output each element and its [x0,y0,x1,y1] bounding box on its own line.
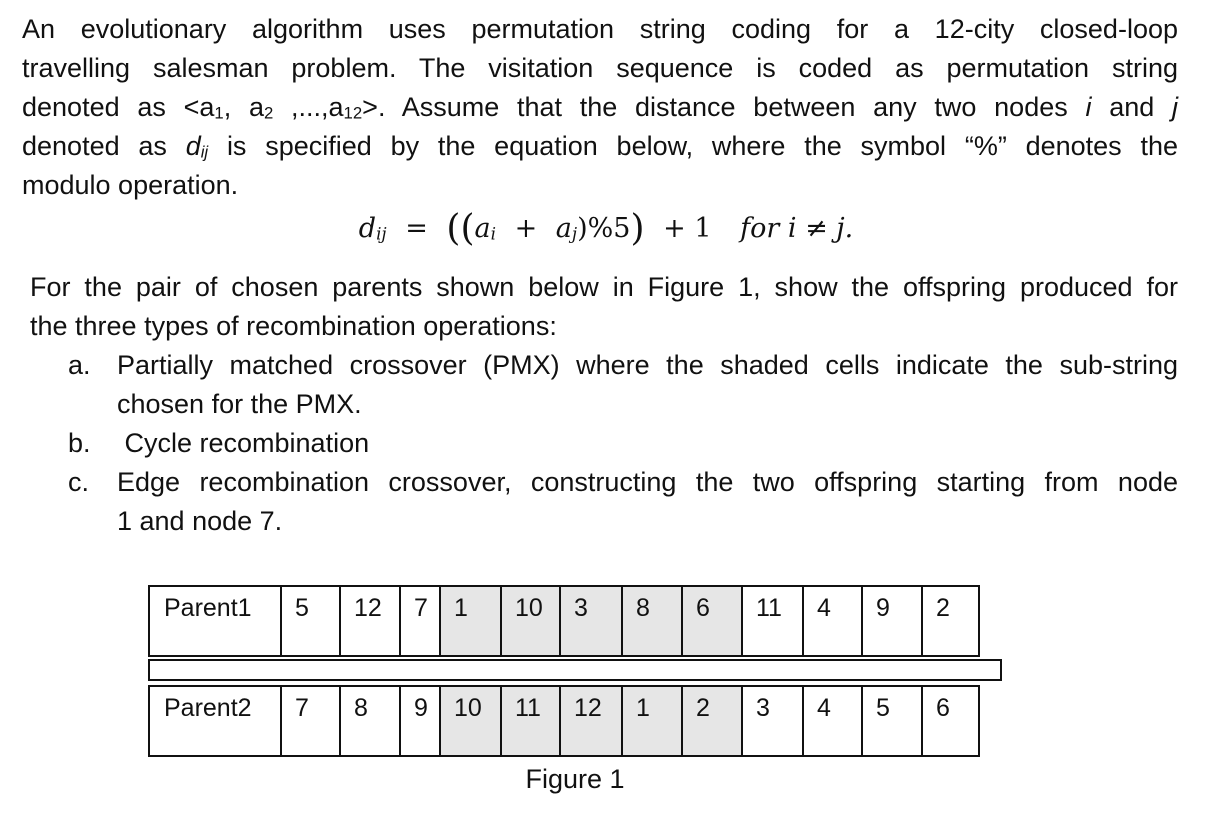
parent2-table [148,685,980,757]
question-line-1: For the pair of chosen parents shown below in Figure 1, show the offspring produced for [30,272,1178,302]
parent1-cell-shaded: 1 [440,586,501,656]
intro-line-2: travelling salesman problem. The visitation sequence is coded as permutation string [22,53,1178,83]
intro-paragraph [22,10,1178,205]
parent1-cell-shaded: 8 [622,586,682,656]
table-separator-row [148,659,1002,681]
parent2-cell: 3 [742,686,803,756]
option-a-line-2: chosen for the PMX. [117,389,362,419]
parent2-cell-shaded: 10 [440,686,501,756]
parent2-cell-shaded: 2 [682,686,742,756]
parent2-cell: 8 [340,686,400,756]
intro-line-3: denoted as $<a_1$, $a_2$ $,...,a_{12}>$. Assume that the distance between any two nodes i and j [22,92,1178,123]
parent2-row [149,686,979,756]
parent1-cell: 9 [862,586,922,656]
parent2-cell-shaded: 12 [560,686,622,756]
parent2-cell: 4 [803,686,862,756]
option-b-line-1: Cycle recombination [117,428,370,458]
parent1-row [149,586,979,656]
option-a-line-1: Partially matched crossover (PMX) where the shaded cells indicate the sub-string [117,350,1178,380]
parent1-cell: 12 [340,586,400,656]
parent1-cell: 11 [742,586,803,656]
intro-line-1: An evolutionary algorithm uses permutation string coding for a 12-city closed-loop [22,14,1178,44]
intro-line-5: modulo operation. [22,170,239,200]
parent2-cell-shaded: 1 [622,686,682,756]
option-a [68,346,1178,424]
parent1-table [148,585,980,657]
option-c-letter: c. [68,467,90,497]
parent2-cell: 5 [862,686,922,756]
parent1-cell: 2 [922,586,979,656]
parent1-label: Parent1 [149,586,281,656]
parent1-cell: 5 [281,586,340,656]
parent2-cell: 9 [400,686,440,756]
figure-caption: Figure 1 [525,764,625,794]
question-paragraph [30,268,1178,346]
intro-line-4: denoted as dij is specified by the equation below, where the symbol “%” denotes the [22,131,1178,162]
parent1-cell: 4 [803,586,862,656]
parent2-cell: 6 [922,686,979,756]
distance-equation: $d_{ij} = ((a_i + a_j)\%5) + 1$ for i ≠ j. [358,208,854,249]
parent1-cell: 7 [400,586,440,656]
option-b-letter: b. [68,428,91,458]
parent2-cell-shaded: 11 [501,686,560,756]
option-a-letter: a. [68,350,91,380]
option-b [68,424,1178,463]
parent1-cell-shaded: 10 [501,586,560,656]
parent2-label: Parent2 [149,686,281,756]
parent1-cell-shaded: 6 [682,586,742,656]
option-c-line-2: 1 and node 7. [117,506,283,536]
option-c-line-1: Edge recombination crossover, constructing the two offspring starting from node [117,467,1178,497]
parent2-cell: 7 [281,686,340,756]
question-line-2: the three types of recombination operations: [30,311,557,341]
option-c [68,463,1178,541]
parent1-cell-shaded: 3 [560,586,622,656]
